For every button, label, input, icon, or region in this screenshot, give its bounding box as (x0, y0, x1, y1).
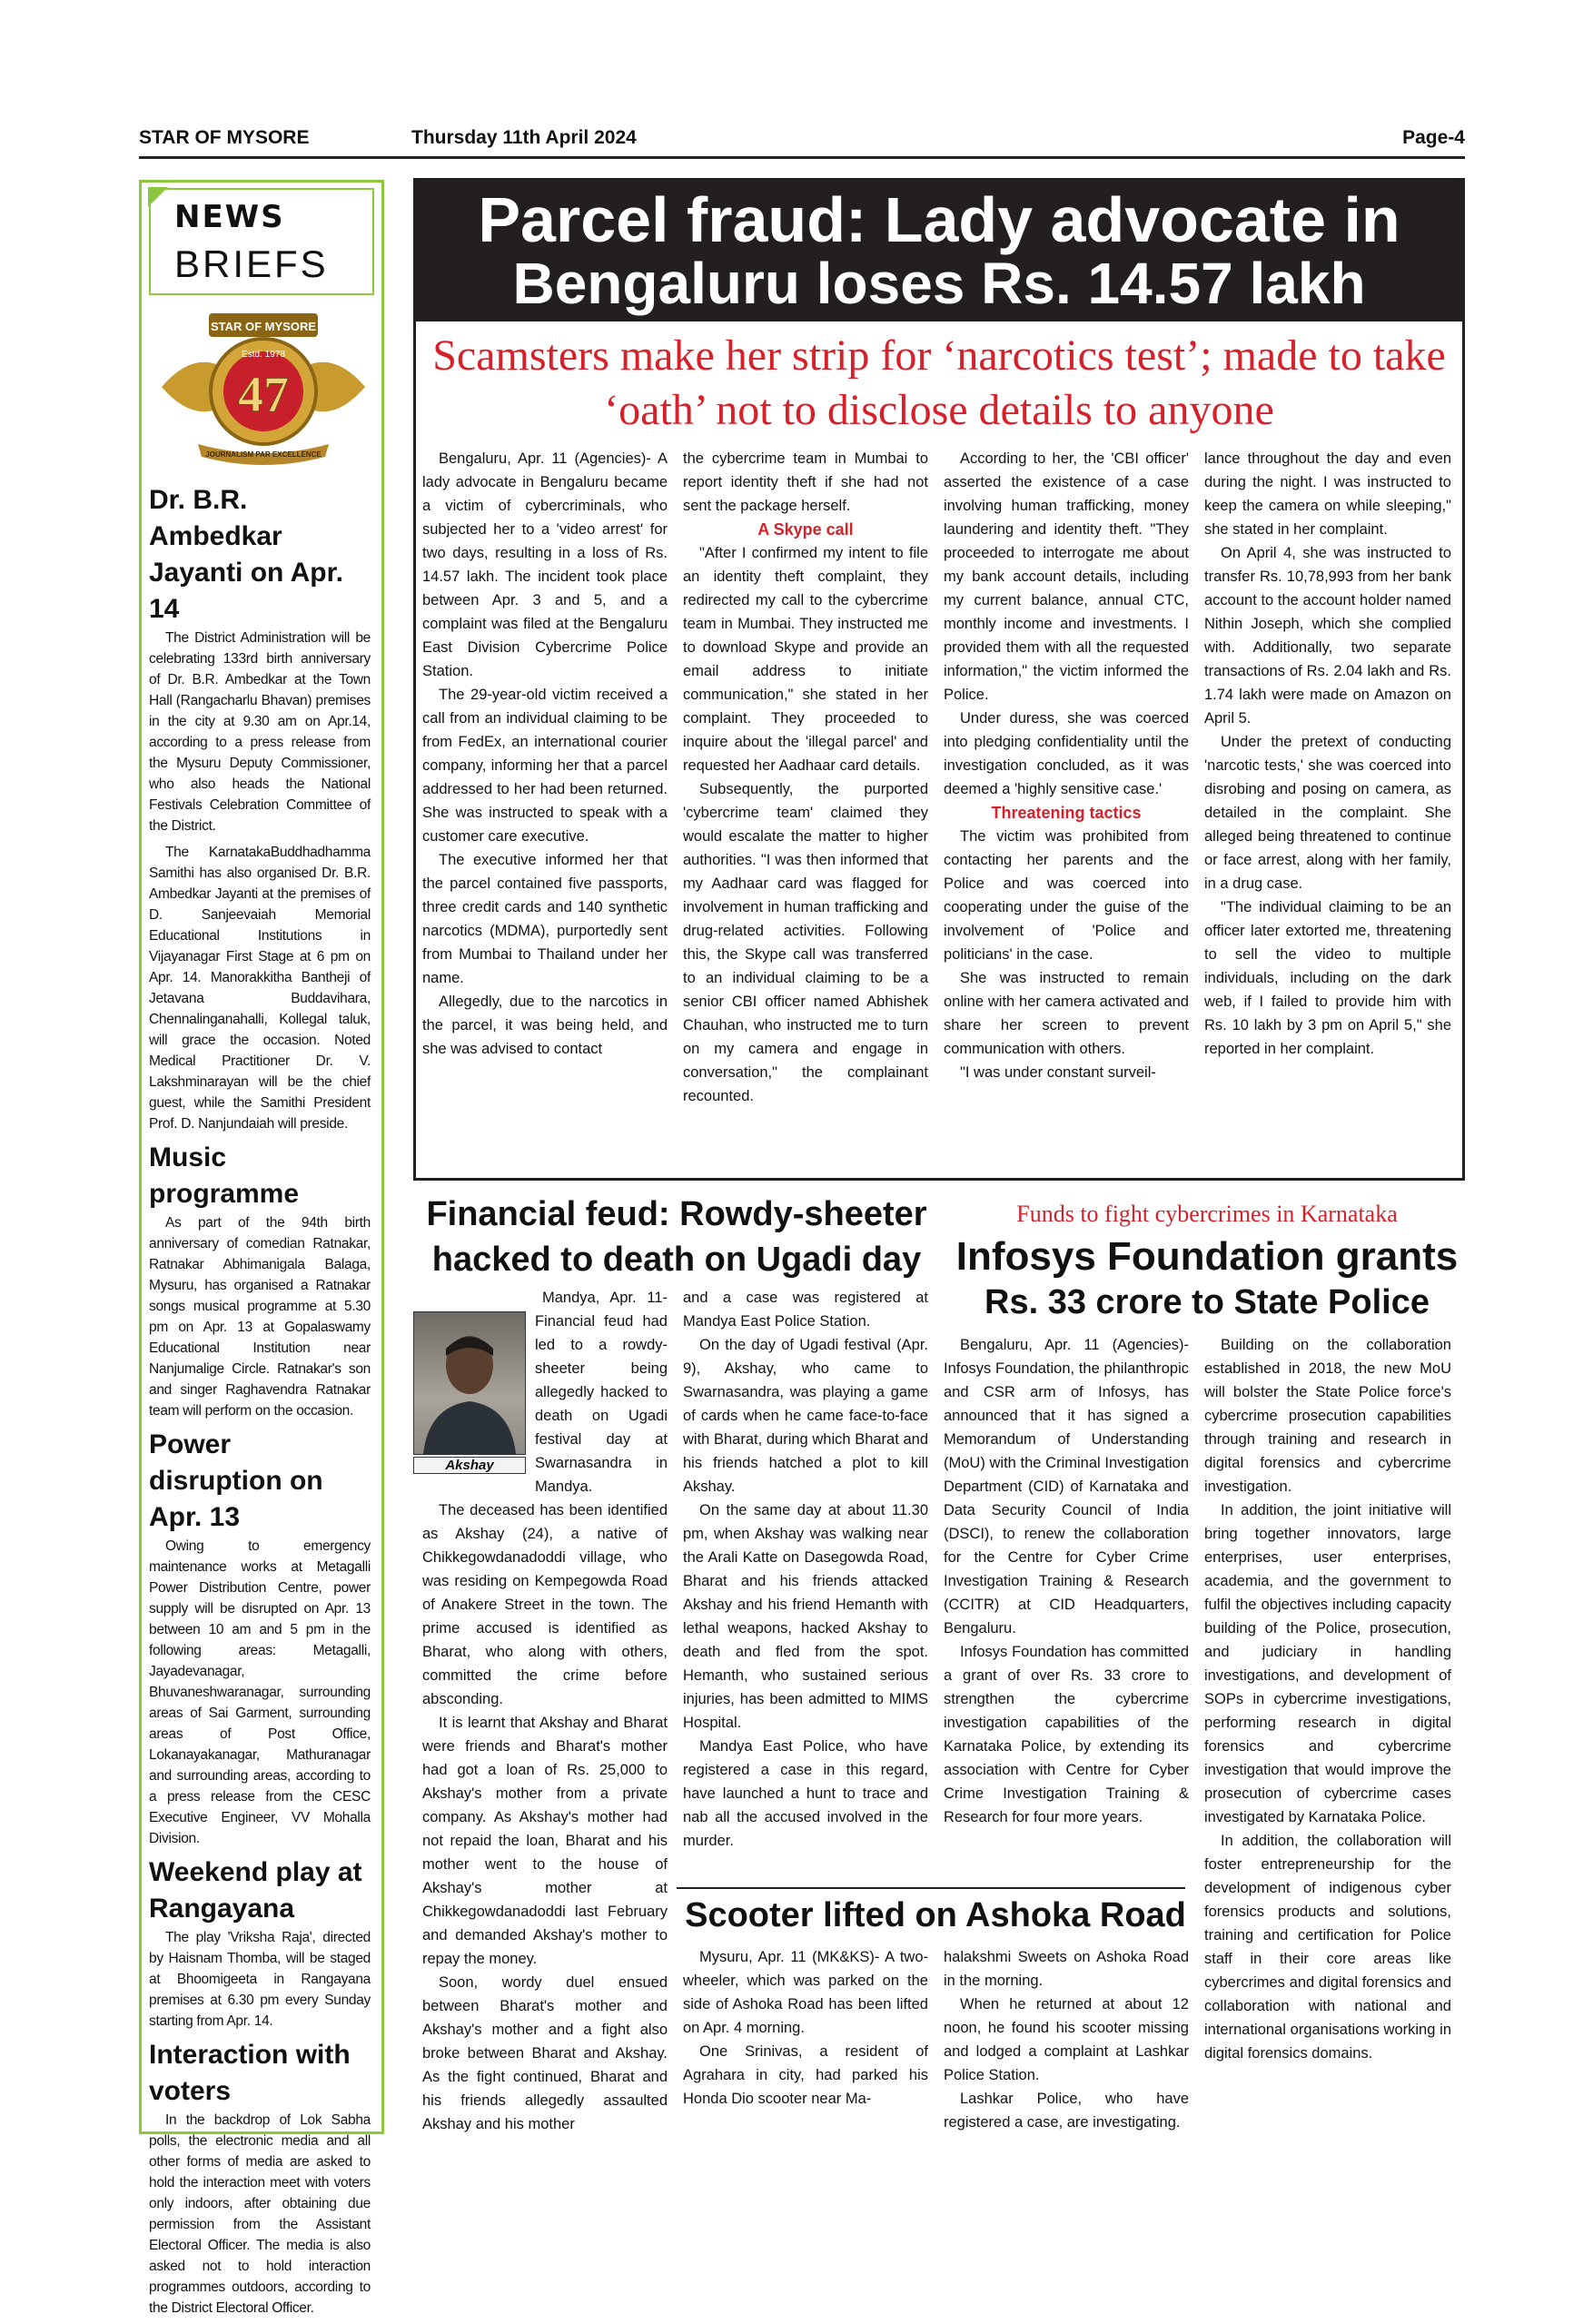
feud-column-1 (422, 1286, 668, 2136)
article-paragraph: Bengaluru, Apr. 11 (Agencies)- Infosys Foundation, the philanthropic and CSR arm of Infosys, has announced that it has signed a Memorandum of Understanding (MoU) with the Criminal Investigation Department (CID) of Karnataka and Data Security Council of India (DSCI), to renew the collaboration for the Centre for Cyber Crime Investigation Training & Research (CCITR) at CID Headquarters, Bengaluru. (944, 1337, 1189, 1637)
article-paragraph: Mysuru, Apr. 11 (MK&KS)- A two-wheeler, which was parked on the side of Ashoka Road has been lifted on Apr. 4 morning. (683, 1949, 928, 2036)
logo-wing-left (162, 362, 216, 411)
brief-headline: Weekend play at Rangayana (149, 1857, 362, 1923)
lead-headline-line1: Parcel fraud: Lady advocate in (478, 184, 1400, 255)
article-subhead: Threatening tactics (991, 804, 1142, 822)
brief-paragraph: The play 'Vriksha Raja', directed by Haisnam Thomba, will be staged at Bhoomigeeta in Rangayana premises at 6.30 pm every Sunday starting from Apr. 14. (149, 1930, 371, 2029)
logo-top-text: STAR OF MYSORE (210, 320, 317, 333)
logo-wing-right (311, 362, 365, 411)
paper-name: STAR OF MYSORE (139, 127, 310, 148)
article-paragraph: On the same day at about 11.30 pm, when Akshay was walking near the Arali Katte on Dasegowda Road, Bharat and his friends attacked Akshay and his friend Hemanth with lethal weapons, hacked Akshay to death and fled from the spot. Hemanth, who sustained serious injuries, has been admitted to MIMS Hospital. (683, 1502, 928, 1731)
photo-caption: Akshay (413, 1457, 526, 1474)
brief-headline: Interaction with voters (149, 2040, 351, 2106)
article-paragraph: On the day of Ugadi festival (Apr. 9), Akshay, who came to Swarnasandra, was playing a game of cards when he came face-to-face with Bharat, during which Bharat and his friends hatched a plot to kill Akshay. (683, 1337, 928, 1495)
news-briefs-header (149, 188, 374, 295)
article-paragraph: The deceased has been identified as Akshay (24), a native of Chikkegowdanadoddi village, who was residing on Kempegowda Road of Anakere Street in the town. The prime accused is identified as Bharat, who along with others, committed the crime before absconding. (422, 1502, 668, 1707)
article-paragraph: Allegedly, due to the narcotics in the parcel, it was being held, and she was advised to contact (422, 994, 668, 1057)
article-paragraph: The victim was prohibited from contacting her parents and the Police and was coerced into cooperating under the guise of the involvement of 'Police and politicians' in the case. (944, 828, 1189, 963)
brief-headline: Dr. B.R. Ambedkar Jayanti on Apr. 14 (149, 485, 343, 624)
article-paragraph: According to her, the 'CBI officer' asserted the existence of a case involving human trafficking, money laundering and identity theft. "They proceeded to interrogate me about my bank account details, including my current balance, annual CTC, monthly income and investments. I provided them with all the requested information," the victim informed the Police. (944, 450, 1189, 703)
article-paragraph: The 29-year-old victim received a call from an individual claiming to be from FedEx, an international courier company, informing her that a parcel addressed to her had been returned. She was instructed to speak with a customer care executive. (422, 687, 668, 845)
feud-headline-line1: Financial feud: Rowdy-sheeter (426, 1195, 927, 1233)
page-number: Page-4 (1402, 127, 1465, 148)
article-paragraph: She was instructed to remain online with her camera activated and share her screen to prevent communication with others. (944, 970, 1189, 1057)
lead-column-2 (683, 447, 928, 1108)
masthead (139, 125, 1465, 159)
article-paragraph: "I was under constant surveil- (960, 1064, 1156, 1081)
article-paragraph: "The individual claiming to be an officer later extorted me, threatening to sell the video to multiple individuals, including on the dark web, if I failed to provide him with Rs. 10 lakh by 3 pm on April 5," she reported in her complaint. (1204, 899, 1451, 1057)
news-briefs-sidebar (139, 180, 384, 2316)
brief-paragraph: In the backdrop of Lok Sabha polls, the electronic media and all other forms of media are asked to hold the interaction meet with voters only indoors, after obtaining due permission from the Assistant Electoral Officer. The media is also asked not to hold interaction programmes outdoors, according to the District Electoral Officer. (149, 2112, 371, 2316)
article-paragraph: The executive informed her that the parcel contained five passports, three credit cards and 140 synthetic narcotics (MDMA), purportedly sent from Mumbai to Thailand under her name. (422, 852, 668, 986)
article-paragraph: "After I confirmed my intent to file an identity theft complaint, they redirected my call to the cybercrime team in Mumbai. They instructed me to download Skype and provide an email address to initiate communication," she stated in her complaint. They proceeded to inquire about the 'illegal parcel' and requested her Aadhaar card details. (683, 545, 928, 774)
brief-paragraph: As part of the 94th birth anniversary of comedian Ratnakar, Ratnakar Abhimanigala Balaga, Mysuru, has organised a Ratnakar songs musical programme at 5.30 pm on Apr. 13 at Gopalaswamy Educational Institution near Nanjumalige Circle. Ratnakar's son and singer Raghavendra Ratnakar team will perform on the occasion. (149, 1215, 371, 1419)
infosys-column-2 (1204, 1333, 1451, 2065)
brief-paragraph: The KarnatakaBuddhadhamma Samithi has also organised Dr. B.R. Ambedkar Jayanti at the premises of D. Sanjeevaiah Memorial Educational Institutions in Vijayanagar First Stage at 6 pm on Apr. 14. Manorakkitha Bantheji of Jetavana Buddavihara, Chennalinganahalli, Kollegal taluk, will grace the occasion. Noted Medical Practitioner Dr. V. Lakshminarayan will be the chief guest, while the Samithi President Prof. D. Nanjundaiah will preside. (149, 845, 371, 1132)
issue-date: Thursday 11th April 2024 (411, 127, 637, 148)
briefs-label: BRIEFS (174, 242, 329, 285)
lead-column-3 (944, 447, 1189, 1084)
lead-subheadline: Scamsters make her strip for ‘narcotics test’; made to take ‘oath’ not to disclose details to anyone (432, 331, 1446, 434)
article-paragraph: One Srinivas, a resident of Agrahara in city, had parked his Honda Dio scooter near Ma- (683, 2043, 928, 2107)
article-paragraph: Building on the collaboration established in 2018, the new MoU will bolster the State Police force's cybercrime prosecution capabilities through training and research in digital forensics and cybercrime investigation. (1204, 1337, 1451, 1495)
infosys-headline-line1: Infosys Foundation grants (955, 1234, 1459, 1279)
article-paragraph: Under duress, she was coerced into pledging confidentiality until the investigation concluded, as it was deemed a 'highly sensitive case.' (944, 710, 1189, 797)
infosys-column-1 (944, 1333, 1189, 1829)
article-paragraph: Bengaluru, Apr. 11 (Agencies)- A lady advocate in Bengaluru became a victim of cybercriminals, who subjected her to a 'video arrest' for two days, resulting in a loss of Rs. 14.57 lakh. The incident took place between Apr. 3 and 5, and a complaint was filed at the Bengaluru East Division Cybercrime Police Station. (422, 450, 668, 679)
article-paragraph: Under the pretext of conducting 'narcotic tests,' she was coerced into disrobing and posing on camera, as detailed in the complaint. She alleged being threatened to continue or face arrest, along with her family, in a drug case. (1204, 734, 1451, 892)
logo-estd-text: Estd. 1978 (242, 350, 285, 360)
article-paragraph: lance throughout the day and even during the night. I was instructed to keep the camera on while sleeping," she stated in her complaint. (1204, 450, 1451, 538)
briefs-list (149, 482, 371, 2324)
article-paragraph: Mandya East Police, who have registered a case in this regard, have launched a hunt to trace and nab all the accused involved in the murder. (683, 1738, 928, 1849)
lead-headline-line2: Bengaluru loses Rs. 14.57 lakh (512, 251, 1366, 316)
article-paragraph: halakshmi Sweets on Ashoka Road in the morning. (944, 1949, 1189, 1989)
scooter-column-2 (944, 1945, 1189, 2134)
article-paragraph: In addition, the joint initiative will bring together innovators, large enterprises, user enterprises, academia, and the government to fulfil the objectives including capacity building of the Police, prosecution, and judiciary in handling investigations, and development of SOPs in cybercrime investigations, performing research in digital forensics and cybercrime investigation that would improve the prosecution of cybercrime cases investigated by Karnataka Police. (1204, 1502, 1451, 1825)
feud-headline-line2: hacked to death on Ugadi day (431, 1241, 922, 1279)
brief-paragraph: Owing to emergency maintenance works at Metagalli Power Distribution Centre, power supply will be disrupted on Apr. 13 between 10 am and 5 pm in the following areas: Metagalli, Jayadevanagar, Bhuvaneshwaranagar, surrounding areas of Sai Garment, surrounding areas of Post Office, Lokanayakanagar, Mathuranagar and surrounding areas, according to a press release from the CESC Executive Engineer, VV Mohalla Division. (149, 1538, 371, 1846)
brief-headline: Music programme (149, 1142, 300, 1209)
logo-number: 47 (238, 367, 289, 423)
infosys-kicker: Funds to fight cybercrimes in Karnataka (1016, 1201, 1398, 1227)
article-paragraph: Subsequently, the purported 'cybercrime team' claimed they would escalate the matter to higher authorities. "I was then informed that my Aadhaar card was flagged for involvement in human trafficking and drug-related activities. Following this, the Skype call was transferred to an individual claiming to be a senior CBI officer named Abhishek Chauhan, who instructed me to turn on my camera and engage in conversation," the complainant recounted. (683, 781, 928, 1104)
article-paragraph: Lashkar Police, who have registered a case, are investigating. (944, 2091, 1189, 2131)
brief-paragraph: The District Administration will be celebrating 133rd birth anniversary of Dr. B.R. Ambedkar at the Town Hall (Rangacharlu Bhavan) premises in the city at 9.30 am on Apr.14, according to a press release from the Mysuru Deputy Commissioner, who also heads the National Festivals Celebration Committee of the District. (149, 630, 371, 834)
article-subhead: A Skype call (757, 520, 854, 539)
article-paragraph: It is learnt that Akshay and Bharat were friends and Bharat's mother had got a loan of Rs. 25,000 to Akshay's mother from a private company. As Akshay's mother had not repaid the loan, Bharat and his mother went to the house of Akshay's mother at Chikkegowdanadoddi last February and demanded Akshay's mother to repay the money. (422, 1715, 668, 1967)
anniversary-logo (153, 301, 374, 473)
article-paragraph: Mandya, Apr. 11- Financial feud had led to a rowdy-sheeter being allegedly hacked to death on Ugadi festival day at Swarnasandra in Mandya. (535, 1290, 668, 1495)
feud-column-2 (683, 1286, 928, 1853)
lead-column-4 (1204, 447, 1451, 1061)
lead-headline-box (413, 178, 1465, 321)
article-paragraph: Infosys Foundation has committed a grant of over Rs. 33 crore to strengthen the cybercrime investigation capabilities of the Karnataka Police, by extending its association with Centre for Cyber Crime Investigation Training & Research for four more years. (944, 1644, 1189, 1825)
article-paragraph: When he returned at about 12 noon, he found his scooter missing and lodged a complaint at Lashkar Police Station. (944, 1996, 1189, 2083)
section-divider (677, 1887, 1185, 1889)
article-paragraph: In addition, the collaboration will foster entrepreneurship for the development of indigenous cyber forensics products and solutions, training and certification for Police staff in their core areas like cybercrimes and digital forensics and collaboration with national and international organisations working in digital forensics domains. (1204, 1833, 1451, 2062)
news-label: NEWS (174, 199, 285, 235)
scooter-headline: Scooter lifted on Ashoka Road (685, 1896, 1186, 1934)
logo-ribbon-text: JOURNALISM PAR EXCELLENCE (205, 450, 322, 459)
article-paragraph: the cybercrime team in Mumbai to report identity theft if she had not sent the package herself. (683, 450, 928, 514)
feud-headline (413, 1192, 940, 1282)
article-paragraph: and a case was registered at Mandya East Police Station. (683, 1290, 928, 1330)
scooter-column-1 (683, 1945, 928, 2111)
corner-triangle-icon (148, 187, 168, 207)
lead-column-1 (422, 447, 668, 1061)
infosys-headline-line2: Rs. 33 crore to State Police (984, 1283, 1430, 1321)
brief-headline: Power disruption on Apr. 13 (149, 1429, 323, 1532)
article-paragraph: On April 4, she was instructed to transfer Rs. 10,78,993 from her bank account to the account holder named Nithin Joseph, which she complied with. Additionally, two separate transactions of Rs. 2.04 lakh and Rs. 1.74 lakh were made on Amazon on April 5. (1204, 545, 1451, 727)
article-paragraph: Soon, wordy duel ensued between Bharat's mother and Akshay's mother and a fight also broke between Bharat and Akshay. As the fight continued, Bharat and his friends allegedly assaulted Akshay and his mother (422, 1974, 668, 2132)
